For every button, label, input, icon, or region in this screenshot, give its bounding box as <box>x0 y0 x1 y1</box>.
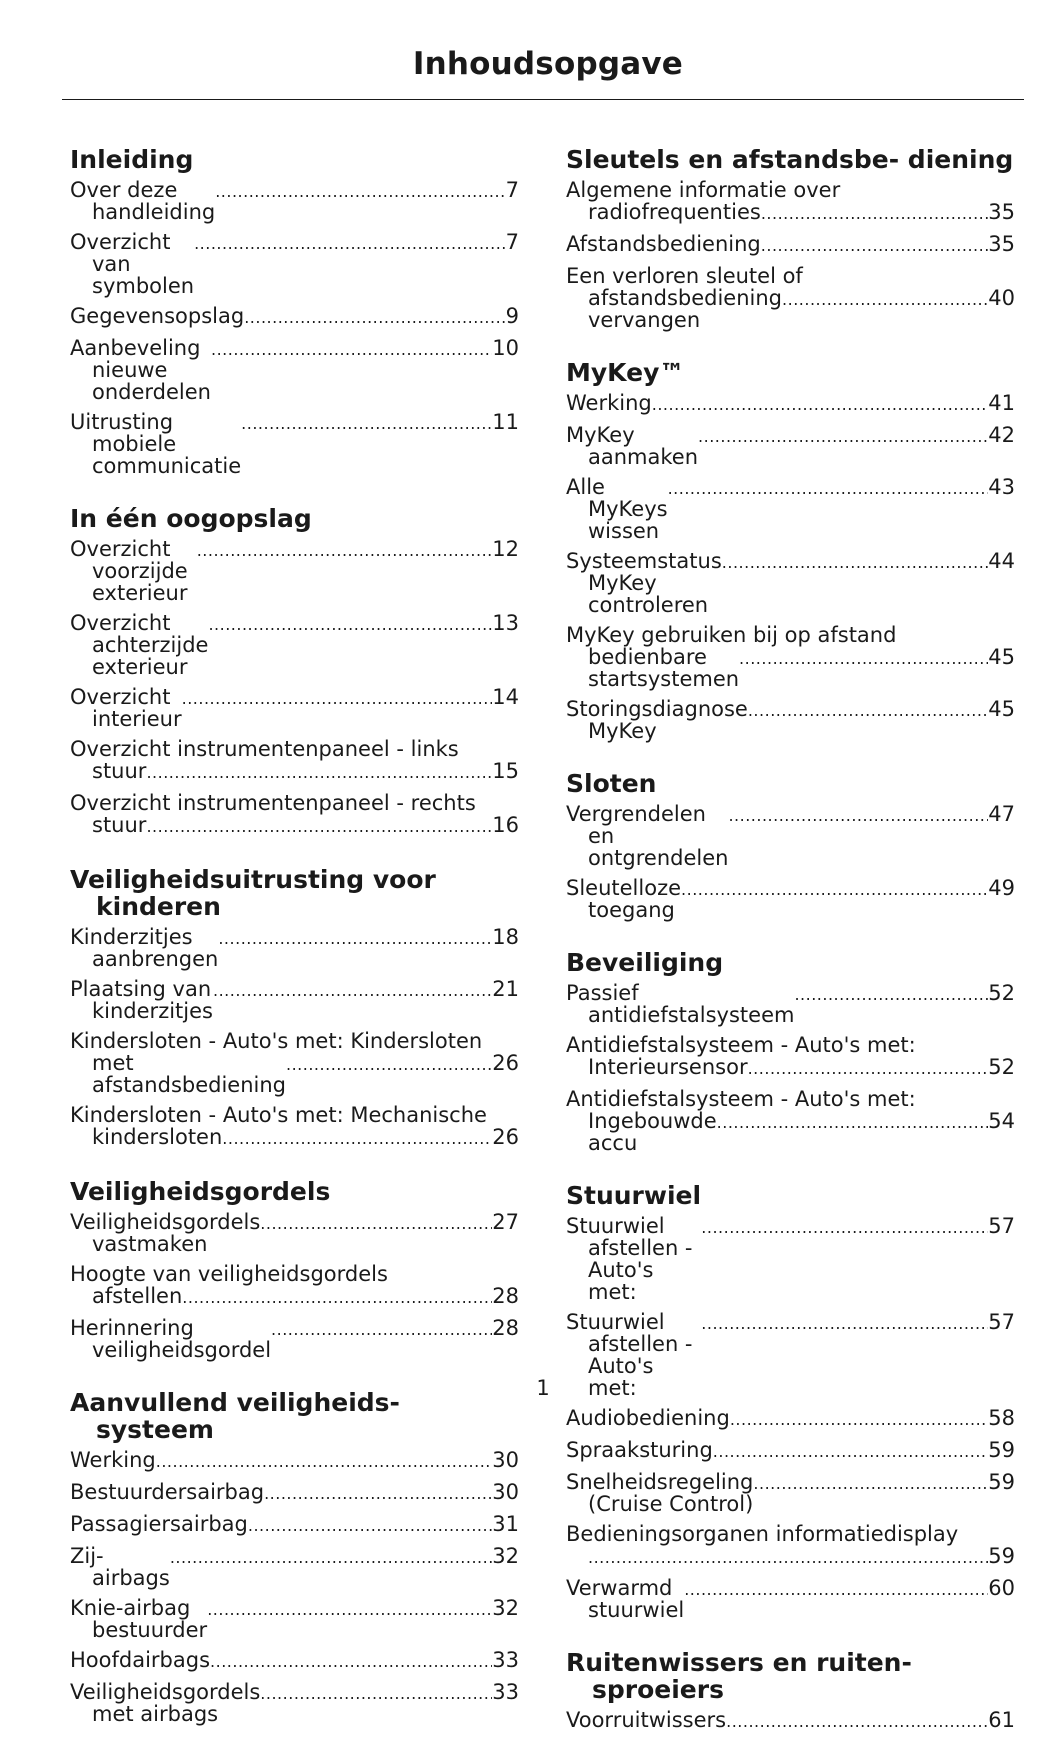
toc-section <box>566 146 1015 331</box>
entry-title-cont: afstandsbediening vervangen <box>588 286 783 332</box>
toc-entry[interactable] <box>566 1471 1015 1515</box>
toc-entry[interactable] <box>70 179 519 223</box>
toc-entry[interactable] <box>566 982 1015 1026</box>
entry-title: Algemene informatie over <box>566 178 841 202</box>
entry-page: 54 <box>988 1109 1015 1133</box>
entry-title: Audiobediening <box>566 1406 730 1430</box>
toc-section <box>70 505 519 838</box>
toc-entry[interactable] <box>70 231 519 297</box>
entry-title: Zij-airbags <box>70 1544 170 1590</box>
dot-leader <box>717 1110 989 1134</box>
dot-leader <box>182 686 493 710</box>
toc-entry[interactable] <box>566 1523 1015 1569</box>
title-divider <box>62 99 1024 100</box>
entry-title: Kindersloten - Auto's met: Mechanische <box>70 1103 487 1127</box>
entry-page: 33 <box>492 1648 519 1672</box>
toc-section <box>70 1389 519 1725</box>
section-title: Veiligheidsgordels <box>70 1177 331 1206</box>
page-number: 1 <box>536 1376 550 1400</box>
toc-entry[interactable] <box>70 1030 519 1096</box>
entry-title: Antidiefstalsysteem - Auto's met: <box>566 1087 916 1111</box>
entry-title: Veiligheidsgordels met airbags <box>70 1680 261 1726</box>
entry-page: 59 <box>988 1438 1015 1462</box>
toc-entry[interactable] <box>566 624 1015 690</box>
entry-page: 59 <box>988 1470 1015 1494</box>
entry-title-cont: bedienbare startsystemen <box>588 645 740 691</box>
entry-page: 58 <box>988 1406 1015 1430</box>
entry-title: Werking <box>70 1448 156 1472</box>
toc-right-column <box>566 146 1015 1761</box>
entry-title: MyKey gebruiken bij op afstand <box>566 623 897 647</box>
entry-title-cont: kindersloten <box>92 1125 223 1149</box>
entry-title: Spraaksturing <box>566 1438 713 1462</box>
entry-line <box>588 201 1015 225</box>
entry-title: Sleutelloze toegang <box>566 876 682 922</box>
entry-line <box>92 1052 519 1096</box>
entry-title: Stuurwiel afstellen - Auto's met: <box>566 1310 693 1400</box>
toc-entry[interactable] <box>566 476 1015 542</box>
toc-entry[interactable] <box>70 1681 519 1725</box>
toc-section <box>70 1178 519 1361</box>
toc-entry[interactable] <box>566 1088 1015 1154</box>
entry-page: 26 <box>492 1051 519 1075</box>
entry-page: 45 <box>988 645 1015 669</box>
toc-section <box>566 359 1015 742</box>
entry-page: 15 <box>492 759 519 783</box>
entry-line <box>92 760 519 784</box>
entry-page: 61 <box>988 1708 1015 1732</box>
toc-section <box>70 866 519 1150</box>
toc-entry[interactable] <box>70 538 519 604</box>
toc-entry[interactable] <box>566 1407 1015 1431</box>
toc-entry[interactable] <box>566 698 1015 742</box>
entry-line <box>588 1110 1015 1154</box>
toc-entry[interactable] <box>70 978 519 1022</box>
toc-entry[interactable] <box>566 233 1015 257</box>
toc-entry[interactable] <box>70 1513 519 1537</box>
dot-leader <box>748 698 988 722</box>
section-title: Sleutels en afstandsbe- diening <box>566 145 1014 174</box>
dot-leader <box>211 337 492 361</box>
dot-leader <box>728 803 988 827</box>
toc-entry[interactable] <box>566 550 1015 616</box>
toc-entry[interactable] <box>70 1545 519 1589</box>
dot-leader <box>722 550 989 574</box>
entry-title: Hoogte van veiligheidsgordels <box>70 1262 388 1286</box>
section-title: Veiligheidsuitrusting voor kinderen <box>70 865 436 921</box>
section-title: Sloten <box>566 769 657 798</box>
dot-leader <box>146 814 492 838</box>
entry-page: 42 <box>988 423 1015 447</box>
entry-title: Antidiefstalsysteem - Auto's met: <box>566 1033 916 1057</box>
entry-title: Bestuurdersairbag <box>70 1480 265 1504</box>
entry-line <box>588 1545 1015 1569</box>
entry-page: 57 <box>988 1214 1015 1238</box>
entry-page: 32 <box>492 1596 519 1620</box>
entry-page: 41 <box>988 391 1015 415</box>
entry-line <box>92 1285 519 1309</box>
entry-title-cont: Interieursensor <box>588 1055 748 1079</box>
dot-leader <box>753 1471 988 1495</box>
entry-page: 44 <box>988 549 1015 573</box>
entry-title-cont: Ingebouwde accu <box>588 1109 717 1155</box>
toc-entry[interactable] <box>70 686 519 730</box>
entry-title: Knie-airbag bestuurder <box>70 1596 208 1642</box>
toc-entry[interactable] <box>70 926 519 970</box>
entry-title: Overzicht instrumentenpaneel - rechts <box>70 791 476 815</box>
entry-page: 26 <box>492 1125 519 1149</box>
entry-title: Storingsdiagnose MyKey <box>566 697 748 743</box>
entry-title: Over deze handleiding <box>70 178 216 224</box>
toc-entry[interactable] <box>70 1449 519 1473</box>
toc-entry[interactable] <box>70 738 519 784</box>
toc-entry[interactable] <box>566 803 1015 869</box>
entry-line <box>588 1056 1015 1080</box>
entry-title: Overzicht van symbolen <box>70 230 195 298</box>
toc-entry[interactable] <box>70 612 519 678</box>
entry-title: Passagiersairbag <box>70 1512 248 1536</box>
toc-section <box>70 146 519 477</box>
toc-entry[interactable] <box>566 1709 1015 1733</box>
entry-title: Systeemstatus MyKey controleren <box>566 549 722 617</box>
entry-page: 60 <box>988 1576 1015 1600</box>
dot-leader <box>286 1052 492 1076</box>
section-title: Ruitenwissers en ruiten- sproeiers <box>566 1648 912 1704</box>
entry-title: Gegevensopslag <box>70 304 245 328</box>
entry-title: Hoofdairbags <box>70 1648 211 1672</box>
dot-leader <box>794 982 988 1006</box>
entry-title-cont: met afstandsbediening <box>92 1051 287 1097</box>
entry-page: 13 <box>492 611 519 635</box>
entry-page: 14 <box>492 685 519 709</box>
dot-leader <box>782 287 988 311</box>
entry-page: 59 <box>988 1544 1015 1568</box>
entry-page: 7 <box>505 178 519 202</box>
dot-leader <box>701 1215 988 1239</box>
toc-section <box>566 770 1015 921</box>
page-title: Inhoudsopgave <box>412 46 683 82</box>
dot-leader <box>210 1649 492 1673</box>
dot-leader <box>684 1577 988 1601</box>
entry-title: Stuurwiel afstellen - Auto's met: <box>566 1214 693 1304</box>
dot-leader <box>698 424 988 448</box>
section-title: Aanvullend veiligheids- systeem <box>70 1388 400 1444</box>
entry-title: Vergrendelen en ontgrendelen <box>566 802 729 870</box>
entry-page: 18 <box>492 925 519 949</box>
dot-leader <box>761 201 988 225</box>
entry-title: Veiligheidsgordels vastmaken <box>70 1210 261 1256</box>
entry-page: 12 <box>492 537 519 561</box>
toc-entry[interactable] <box>70 1317 519 1361</box>
toc-entry[interactable] <box>566 392 1015 416</box>
dot-leader <box>761 233 989 257</box>
toc-entry[interactable] <box>70 1104 519 1150</box>
dot-leader <box>730 1407 988 1431</box>
dot-leader <box>271 1317 492 1341</box>
section-title: MyKey™ <box>566 358 685 387</box>
toc-entry[interactable] <box>566 179 1015 225</box>
entry-title: Overzicht instrumentenpaneel - links <box>70 737 459 761</box>
dot-leader <box>146 760 492 784</box>
toc-entry[interactable] <box>70 1481 519 1505</box>
toc-entry[interactable] <box>70 1649 519 1673</box>
dot-leader <box>681 877 988 901</box>
entry-line <box>588 287 1015 331</box>
toc-entry[interactable] <box>566 1577 1015 1621</box>
dot-leader <box>213 978 492 1002</box>
entry-title: Verwarmd stuurwiel <box>566 1576 685 1622</box>
entry-page: 10 <box>492 336 519 360</box>
section-title: Stuurwiel <box>566 1181 702 1210</box>
entry-page: 28 <box>492 1284 519 1308</box>
toc-left-column <box>70 146 519 1753</box>
toc-entry[interactable] <box>70 1263 519 1309</box>
entry-title: MyKey aanmaken <box>566 423 699 469</box>
entry-page: 32 <box>492 1544 519 1568</box>
dot-leader <box>241 411 492 435</box>
toc-entry[interactable] <box>70 1597 519 1641</box>
entry-title: Kindersloten - Auto's met: Kindersloten <box>70 1029 483 1053</box>
toc-entry[interactable] <box>566 424 1015 468</box>
dot-leader <box>207 1597 492 1621</box>
toc-entry[interactable] <box>70 305 519 329</box>
entry-title: Afstandsbediening <box>566 232 761 256</box>
entry-title: Bedieningsorganen informatiedisplay <box>566 1522 959 1546</box>
entry-page: 40 <box>988 286 1015 310</box>
entry-page: 30 <box>492 1448 519 1472</box>
section-title: Inleiding <box>70 145 194 174</box>
entry-title: Overzicht achterzijde exterieur <box>70 611 209 679</box>
entry-title: Snelheidsregeling (Cruise Control) <box>566 1470 754 1516</box>
dot-leader <box>264 1481 492 1505</box>
dot-leader <box>170 1545 492 1569</box>
entry-page: 52 <box>988 981 1015 1005</box>
entry-page: 43 <box>988 475 1015 499</box>
entry-title-cont: radiofrequenties <box>588 200 761 224</box>
dot-leader <box>701 1311 988 1335</box>
toc-entry[interactable] <box>566 1439 1015 1463</box>
toc-entry[interactable] <box>70 1211 519 1255</box>
dot-leader <box>248 1513 492 1537</box>
entry-title: Plaatsing van kinderzitjes <box>70 977 213 1023</box>
dot-leader <box>260 1681 492 1705</box>
entry-page: 27 <box>492 1210 519 1234</box>
dot-leader <box>739 646 988 670</box>
toc-entry[interactable] <box>70 792 519 838</box>
section-title: Beveiliging <box>566 948 724 977</box>
dot-leader <box>244 305 505 329</box>
toc-entry[interactable] <box>70 337 519 403</box>
dot-leader <box>652 392 989 416</box>
entry-page: 30 <box>492 1480 519 1504</box>
dot-leader <box>726 1709 988 1733</box>
toc-entry[interactable] <box>566 877 1015 921</box>
entry-title-cont: stuur <box>92 813 147 837</box>
entry-line <box>588 646 1015 690</box>
dot-leader <box>208 612 492 636</box>
dot-leader <box>588 1545 988 1569</box>
dot-leader <box>748 1056 989 1080</box>
entry-title: Aanbeveling nieuwe onderdelen <box>70 336 211 404</box>
toc-section <box>566 1182 1015 1621</box>
entry-line <box>92 814 519 838</box>
dot-leader <box>194 231 506 255</box>
toc-entry[interactable] <box>566 1034 1015 1080</box>
entry-title: Uitrusting mobiele communicatie <box>70 410 242 478</box>
entry-title: Overzicht voorzijde exterieur <box>70 537 188 605</box>
dot-leader <box>156 1449 493 1473</box>
entry-title: Passief antidiefstalsysteem <box>566 981 795 1027</box>
entry-page: 49 <box>988 876 1015 900</box>
entry-page: 52 <box>988 1055 1015 1079</box>
toc-entry[interactable] <box>70 411 519 477</box>
entry-title: Voorruitwissers <box>566 1708 727 1732</box>
entry-page: 57 <box>988 1310 1015 1334</box>
entry-page: 11 <box>492 410 519 434</box>
section-title: In één oogopslag <box>70 504 312 533</box>
entry-title: Alle MyKeys wissen <box>566 475 668 543</box>
entry-page: 33 <box>492 1680 519 1704</box>
dot-leader <box>222 1126 492 1150</box>
dot-leader <box>218 926 492 950</box>
entry-page: 7 <box>505 230 519 254</box>
entry-page: 45 <box>988 697 1015 721</box>
dot-leader <box>713 1439 988 1463</box>
toc-entry[interactable] <box>566 1215 1015 1303</box>
entry-page: 35 <box>988 232 1015 256</box>
entry-title: Herinnering veiligheidsgordel <box>70 1316 272 1362</box>
entry-line <box>92 1126 519 1150</box>
toc-entry[interactable] <box>566 265 1015 331</box>
entry-page: 16 <box>492 813 519 837</box>
entry-title-cont: afstellen <box>92 1284 183 1308</box>
dot-leader <box>182 1285 492 1309</box>
entry-page: 47 <box>988 802 1015 826</box>
dot-leader <box>668 476 989 500</box>
entry-title: Kinderzitjes aanbrengen <box>70 925 219 971</box>
entry-title-cont: stuur <box>92 759 147 783</box>
entry-page: 9 <box>505 304 519 328</box>
entry-title: Werking <box>566 391 652 415</box>
entry-page: 21 <box>492 977 519 1001</box>
entry-title: Overzicht interieur <box>70 685 182 731</box>
entry-page: 31 <box>492 1512 519 1536</box>
dot-leader <box>260 1211 492 1235</box>
dot-leader <box>197 538 493 562</box>
entry-page: 28 <box>492 1316 519 1340</box>
entry-page: 35 <box>988 200 1015 224</box>
toc-section <box>566 1649 1015 1733</box>
entry-title: Een verloren sleutel of <box>566 264 803 288</box>
dot-leader <box>215 179 505 203</box>
toc-section <box>566 949 1015 1154</box>
